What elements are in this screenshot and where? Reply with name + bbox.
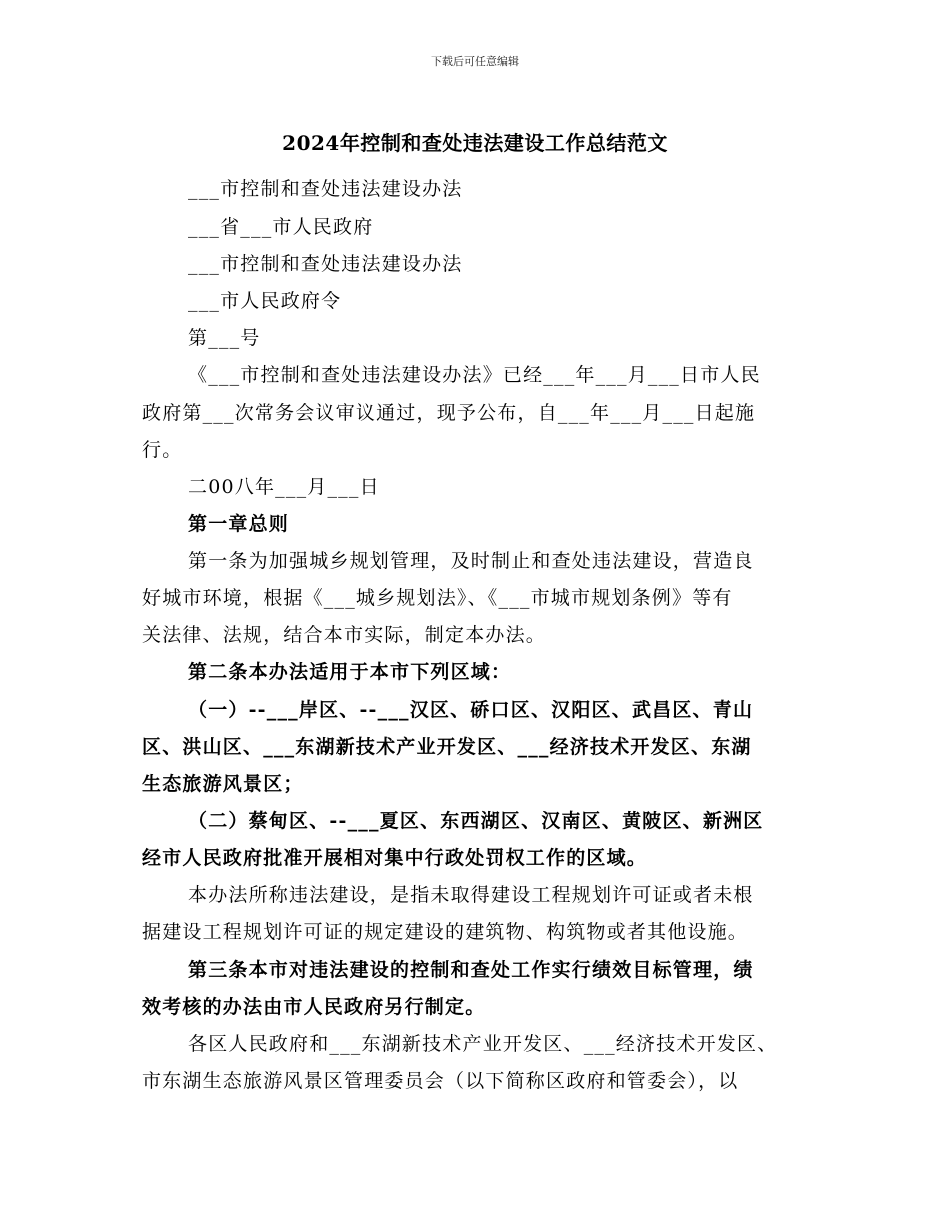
text-line: 行。 [142, 439, 183, 461]
text-line: 第二条本办法适用于本市下列区域： [188, 661, 512, 683]
text-line: 各区人民政府和___东湖新技术产业开发区、___经济技术开发区、 [188, 1033, 778, 1055]
text-line: 市东湖生态旅游风景区管理委员会（以下简称区政府和管委会），以 [142, 1070, 739, 1092]
text-line: 效考核的办法由市人民政府另行制定。 [142, 996, 486, 1018]
text-line: ___市人民政府令 [188, 290, 342, 312]
text-line: 生态旅游风景区； [142, 773, 304, 795]
text-line: 本办法所称违法建设，是指未取得建设工程规划许可证或者未根 [188, 884, 754, 906]
text-line: 关法律、法规，结合本市实际，制定本办法。 [142, 624, 547, 646]
text-line: 政府第___次常务会议审议通过，现予公布，自___年___月___日起施 [142, 402, 756, 424]
text-line: 区、洪山区、___东湖新技术产业开发区、___经济技术开发区、东湖 [142, 736, 752, 758]
text-line: ___市控制和查处违法建设办法 [188, 178, 463, 200]
text-line: 《___市控制和查处违法建设办法》已经___年___月___日市人民 [188, 364, 761, 386]
text-line: 好城市环境，根据《___城乡规划法》、《___市城市规划条例》等有 [142, 587, 733, 609]
text-line: （二）蔡甸区、--___夏区、东西湖区、汉南区、黄陂区、新洲区 [188, 810, 764, 832]
text-line: 第___号 [188, 327, 261, 349]
page-header: 下载后可任意编辑 [431, 55, 519, 68]
document-title: 2024年控制和查处违法建设工作总结范文 [282, 131, 668, 155]
text-line: 据建设工程规划许可证的规定建设的建筑物、构筑物或者其他设施。 [142, 921, 749, 943]
text-line: 第三条本市对违法建设的控制和查处工作实行绩效目标管理，绩 [188, 959, 754, 981]
text-line: 经市人民政府批准开展相对集中行政处罚权工作的区域。 [142, 847, 648, 869]
text-line: 第一条为加强城乡规划管理，及时制止和查处违法建设，营造良 [188, 550, 754, 572]
text-line: ___省___市人民政府 [188, 216, 374, 238]
text-line: （一）--___岸区、--___汉区、硚口区、汉阳区、武昌区、青山 [188, 699, 754, 721]
chapter-heading: 第一章总则 [188, 513, 290, 535]
text-line: 二00八年___月___日 [188, 476, 380, 498]
text-line: ___市控制和查处违法建设办法 [188, 253, 463, 275]
